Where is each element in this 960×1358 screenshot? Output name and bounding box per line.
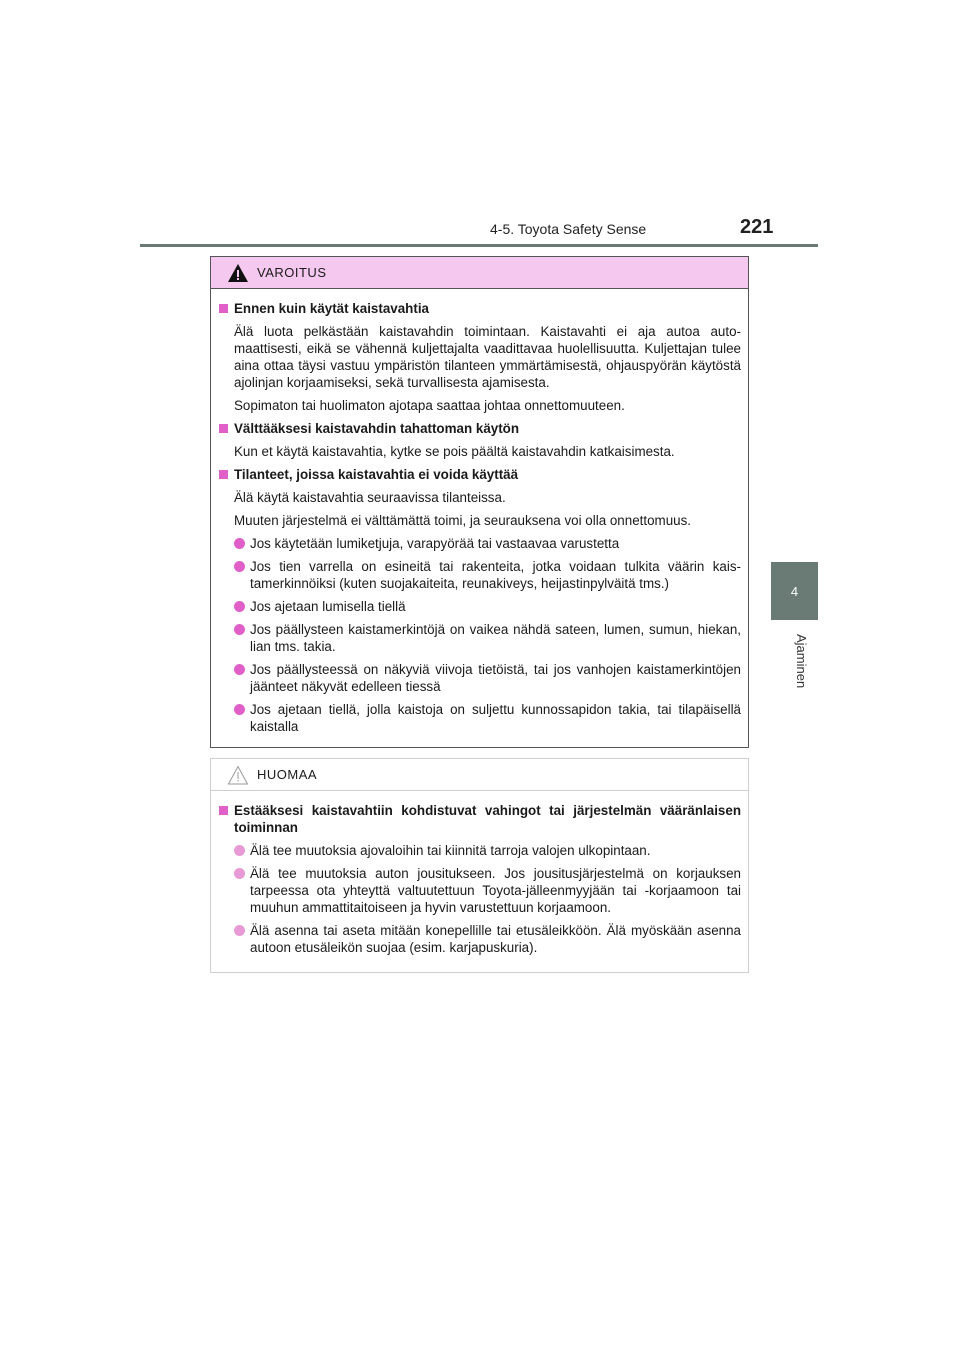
round-bullet-icon	[234, 845, 245, 856]
paragraph: Älä käytä kaistavahtia seuraavissa tilanteissa.	[234, 490, 506, 505]
header-divider	[140, 244, 818, 247]
warning-box	[210, 256, 749, 748]
notice-body	[211, 791, 748, 956]
round-bullet-icon	[234, 601, 245, 612]
warning-header	[211, 257, 748, 289]
chapter-tab[interactable]: 4	[771, 562, 818, 620]
paragraph: Älä luota pelkästään kaistavahdin toimintaan. Kaistavahti ei aja autoa automaattisesti, eikä se vähennä kuljettajalta vaadittavaa huolellisuutta. Kuljettajan tulee aina ottaa täysi vastuu ympäristön tilanteen ymmärtämisestä, ohjauspyörän käytöstä ajolinjan korjaamiseksi, sekä turvallisesta ajamisesta.	[234, 324, 741, 390]
paragraph: Kun et käytä kaistavahtia, kytke se pois päältä kaistavahdin katkaisimesta.	[234, 444, 675, 459]
section-heading: Välttääksesi kaistavahdin tahattoman käytön	[218, 420, 741, 437]
round-bullet-icon	[234, 561, 245, 572]
page-number: 221	[740, 216, 774, 238]
paragraph: Muuten järjestelmä ei välttämättä toimi, ja seurauksena voi olla onnettomuus.	[234, 513, 692, 528]
list-item: Jos päällysteen kaistamerkintöjä on vaikea nähdä sateen, lumen, sumun, hiekan, lian tms. takia.	[218, 621, 741, 655]
section-heading: Ennen kuin käytät kaistavahtia	[218, 300, 741, 317]
round-bullet-icon	[234, 925, 245, 936]
round-bullet-icon	[234, 624, 245, 635]
list-item: Jos päällysteessä on näkyviä viivoja tietöistä, tai jos vanhojen kaistamerkintöjen jäänteet näkyvät edelleen tiessä	[218, 661, 741, 695]
round-bullet-icon	[234, 704, 245, 715]
warning-triangle-icon	[227, 263, 249, 283]
section-heading: Tilanteet, joissa kaistavahtia ei voida käyttää	[218, 466, 741, 483]
list-item: Jos ajetaan tiellä, jolla kaistoja on suljettu kunnossapidon takia, tai tilapäisellä kaistalla	[218, 701, 741, 735]
list-item: Älä tee muutoksia auton jousitukseen. Jos jousitusjärjestelmä on korjauksen tarpeessa ota yhteyttä valtuutettuun Toyota-jälleenmyyjään tai -korjaamoon tai muuhun ammattitaitoiseen ja hyvin varustettuun korjaamoon.	[218, 865, 741, 916]
warning-body	[211, 289, 748, 735]
round-bullet-icon	[234, 664, 245, 675]
round-bullet-icon	[234, 538, 245, 549]
list-item: Jos tien varrella on esineitä tai rakenteita, jotka voidaan tulkita väärin kaistamerkinnöiksi (kuten suojakaiteita, reunakiveys, heijastinpylväitä tms.)	[218, 558, 741, 592]
paragraph: Sopimaton tai huolimaton ajotapa saattaa johtaa onnettomuuteen.	[234, 398, 625, 413]
list-item: Älä tee muutoksia ajovaloihin tai kiinnitä tarroja valojen ulkopintaan.	[218, 842, 741, 859]
caution-triangle-icon	[227, 765, 249, 785]
square-bullet-icon	[219, 424, 228, 433]
list-item: Älä asenna tai aseta mitään konepellille tai etusäleikköön. Älä myöskään asenna autoon etusäleikön suojaa (esim. karjapuskuria).	[218, 922, 741, 956]
section-title: 4-5. Toyota Safety Sense	[490, 221, 647, 237]
square-bullet-icon	[219, 470, 228, 479]
chapter-label: Ajaminen	[794, 634, 809, 689]
round-bullet-icon	[234, 868, 245, 879]
notice-title: HUOMAA	[257, 767, 318, 782]
notice-header	[211, 759, 748, 791]
list-item: Jos ajetaan lumisella tiellä	[218, 598, 741, 615]
warning-title: VAROITUS	[257, 265, 327, 280]
section-heading: Estääksesi kaistavahtiin kohdistuvat vahingot tai järjestelmän vääränlaisen toiminnan	[218, 802, 741, 836]
notice-box	[210, 758, 749, 973]
list-item: Jos käytetään lumiketjuja, varapyörää tai vastaavaa varustetta	[218, 535, 741, 552]
square-bullet-icon	[219, 806, 228, 815]
square-bullet-icon	[219, 304, 228, 313]
